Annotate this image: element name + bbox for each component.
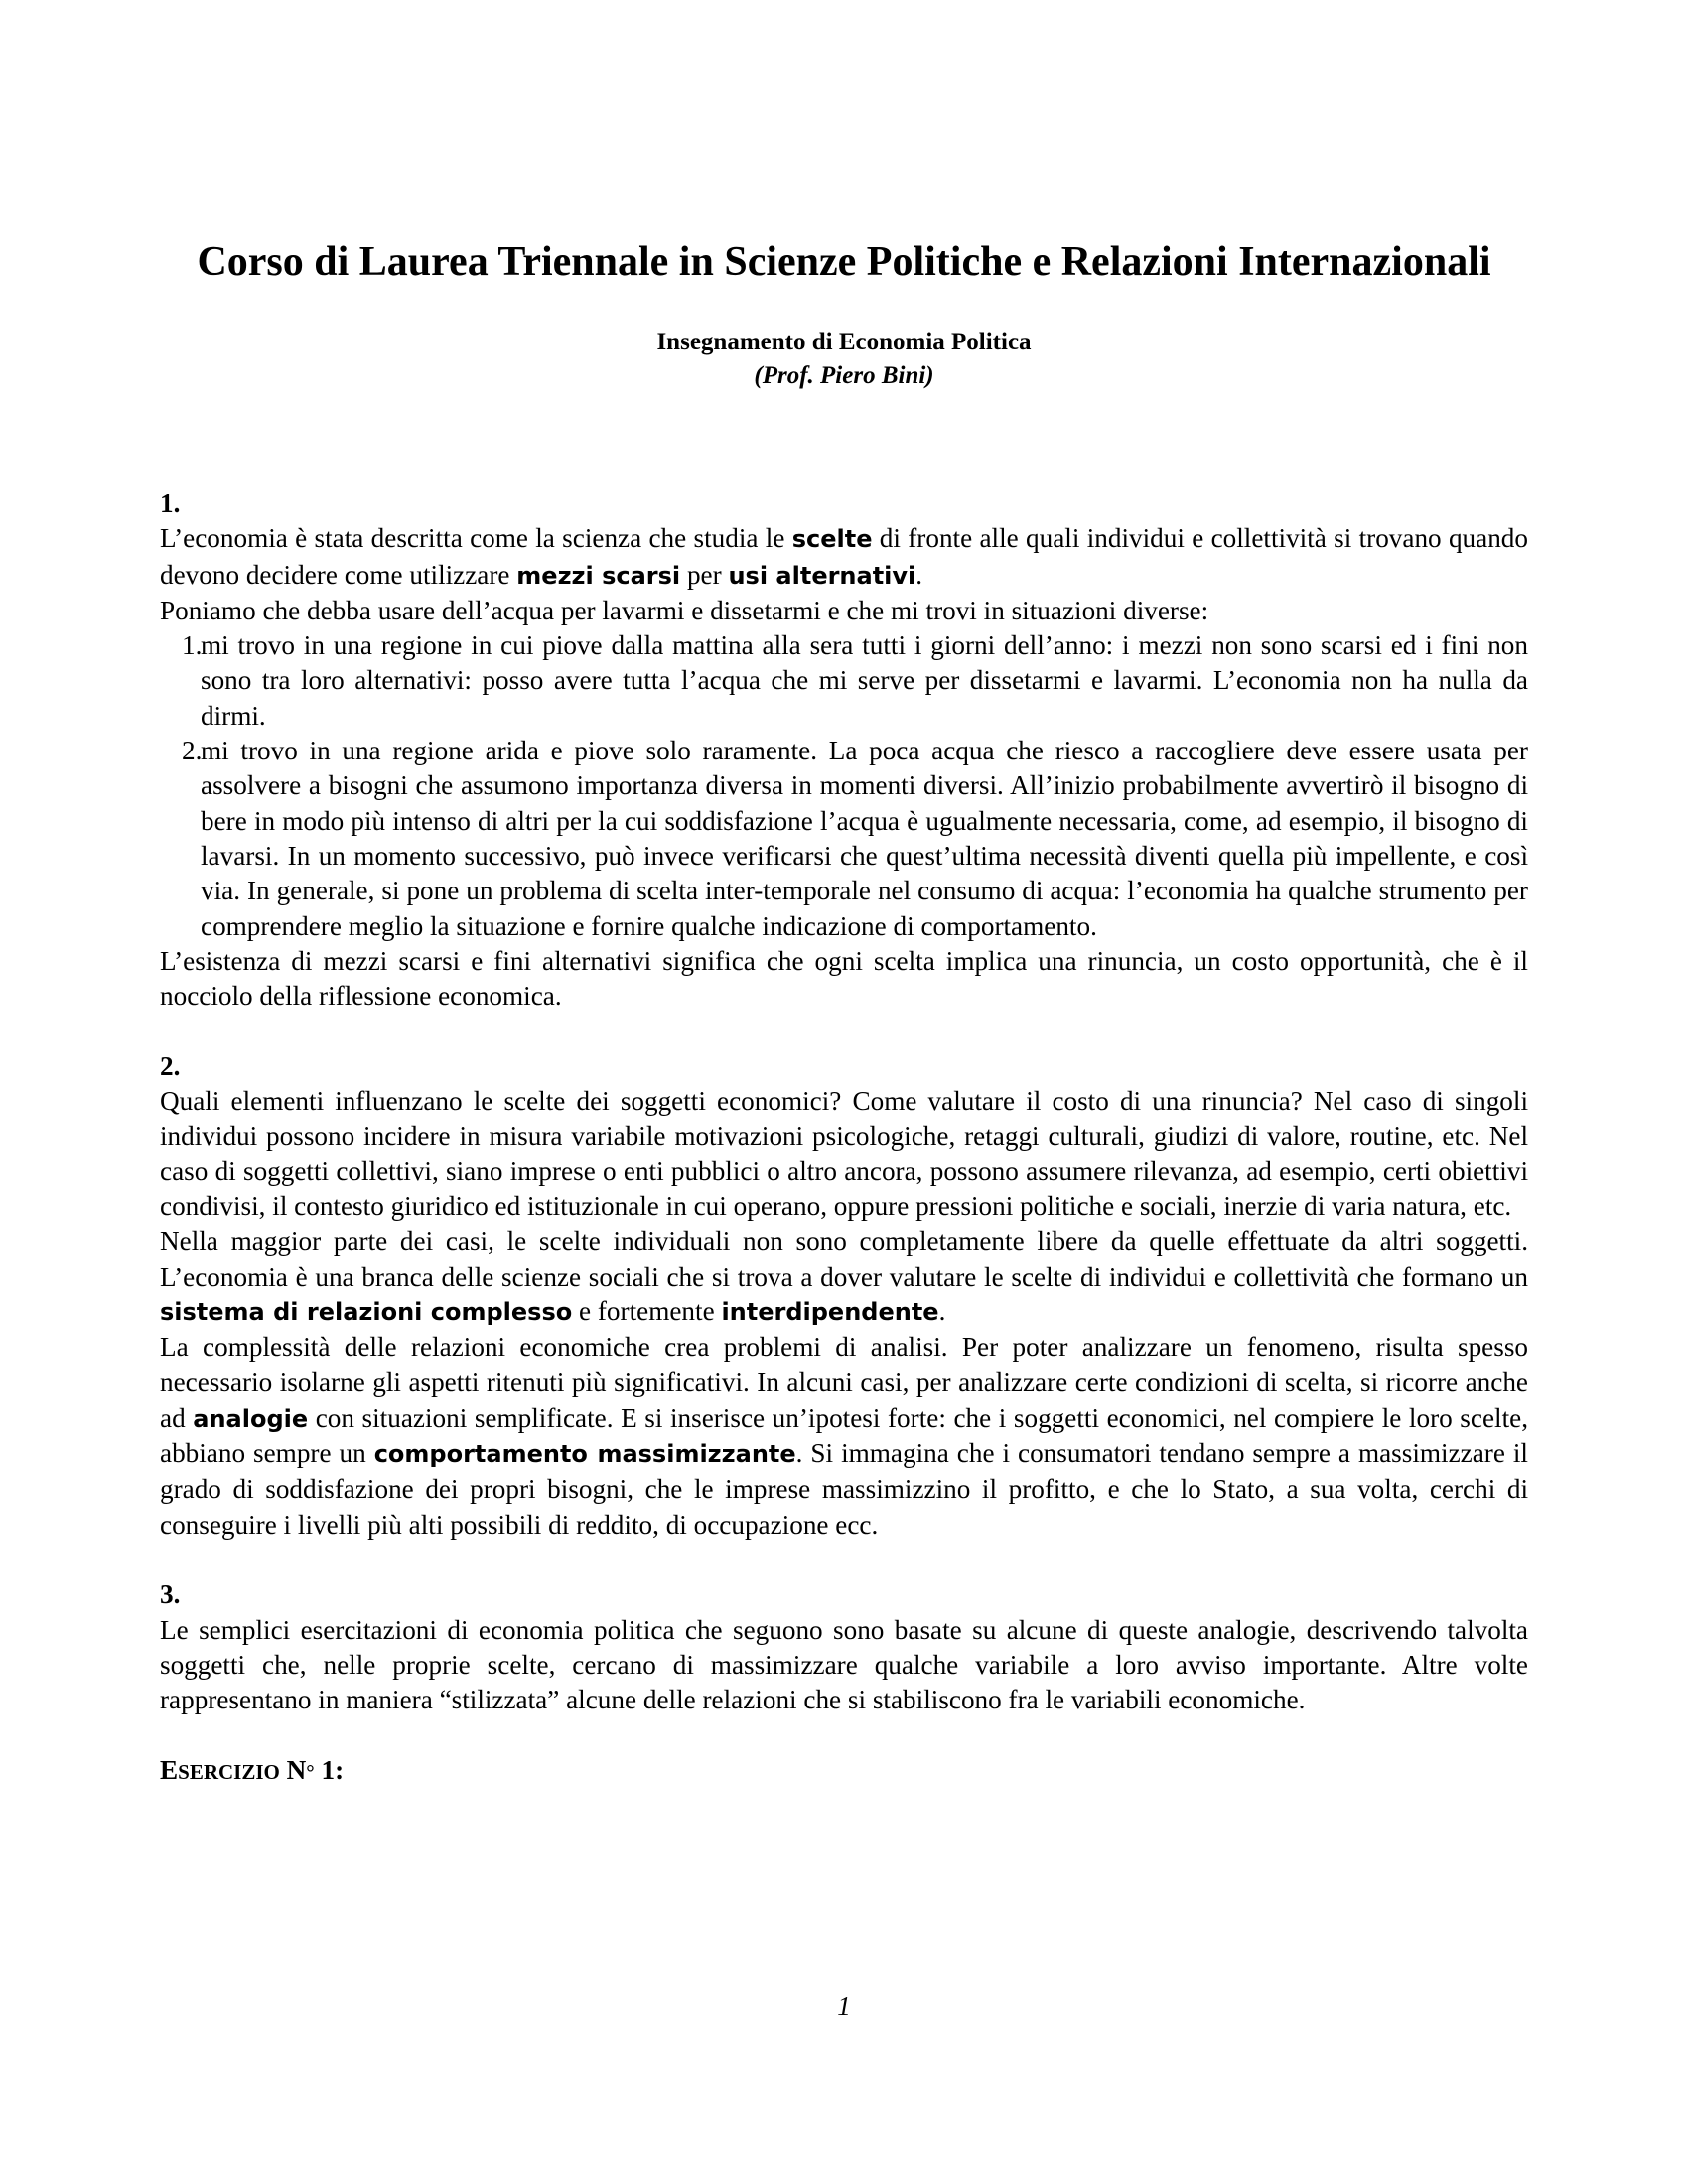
list-item bbox=[160, 628, 1528, 734]
section-2-paragraph-2: Nella maggior parte dei casi, le scelte individuali non sono completamente libere da quelle effettuate da altri soggetti. L’economia è una branca delle scienze sociali che si trova a dover valutare le scelte di individui e collettività che formano un sistema di relazioni complesso e fortemente interdipendente. bbox=[160, 1226, 1528, 1326]
list-item-text: mi trovo in una regione arida e piove solo raramente. La poca acqua che riesco a raccogliere deve essere usata per assolvere a bisogni che assumono importanza diversa in momenti diversi. All’inizio probabilmente avvertirò il bisogno di bere in modo più intenso di altri per la cui soddisfazione l’acqua è ugualmente necessaria, come, ad esempio, il bisogno di lavarsi. In un momento successivo, può invece verificarsi che quest’ultima necessità diventi quella più impellente, e così via. In generale, si pone un problema di scelta inter-temporale nel consumo di acqua: l’economia ha qualche strumento per comprendere meglio la situazione e fornire qualche indicazione di comportamento. bbox=[201, 736, 1528, 941]
keyword-comportamento-massimizzante: comportamento massimizzante bbox=[373, 1440, 796, 1469]
keyword-scelte: scelte bbox=[791, 525, 873, 554]
section-1-paragraph-2: Poniamo che debba usare dell’acqua per lavarmi e dissetarmi e che mi trovi in situazioni diverse: bbox=[160, 595, 1209, 625]
keyword-usi-alternativi: usi alternativi bbox=[728, 561, 916, 590]
scenario-list bbox=[160, 628, 1528, 944]
keyword-mezzi-scarsi: mezzi scarsi bbox=[516, 561, 681, 590]
document-title: Corso di Laurea Triennale in Scienze Politiche e Relazioni Internazionali bbox=[197, 239, 1491, 285]
keyword-interdipendente: interdipendente bbox=[721, 1297, 939, 1326]
section-1-number: 1. bbox=[160, 488, 181, 518]
professor-name: (Prof. Piero Bini) bbox=[754, 362, 934, 389]
section-1-paragraph-1: L’economia è stata descritta come la scienza che studia le scelte di fronte alle quali individui e collettività si trovano quando devono decidere come utilizzare mezzi scarsi per usi alternativi. bbox=[160, 523, 1528, 590]
list-marker: 1. bbox=[182, 630, 203, 661]
list-marker: 2. bbox=[182, 736, 203, 766]
section-1-paragraph-3: L’esistenza di mezzi scarsi e fini alternativi significa che ogni scelta implica una rinuncia, un costo opportunità, che è il nocciolo della riflessione economica. bbox=[160, 945, 1528, 1012]
section-2-paragraph-3: La complessità delle relazioni economiche crea problemi di analisi. Per poter analizzare un fenomeno, risulta spesso necessario isolarne gli aspetti ritenuti più significativi. In alcuni casi, per analizzare certe condizioni di scelta, si ricorre anche ad analogie con situazioni semplificate. E si inserisce un’ipotesi forte: che i soggetti economici, nel compiere le loro scelte, abbiano sempre un comportamento massimizzante. Si immagina che i consumatori tendano sempre a massimizzare il grado di soddisfazione dei propri bisogni, che le imprese massimizzino il profitto, e che lo Stato, a sua volta, cerchi di conseguire i livelli più alti possibili di reddito, di occupazione ecc. bbox=[160, 1332, 1528, 1540]
section-3-number: 3. bbox=[160, 1579, 181, 1610]
section-2-number: 2. bbox=[160, 1050, 181, 1081]
section-3-paragraph-1: Le semplici esercitazioni di economia politica che seguono sono basate su alcune di queste analogie, descrivendo talvolta soggetti che, nelle proprie scelte, cercano di massimizzare qualche variabile a loro avviso importante. Altre volte rappresentano in maniera “stilizzata” alcune delle relazioni che si stabiliscono fra le variabili economiche. bbox=[160, 1614, 1528, 1715]
keyword-sistema-relazioni: sistema di relazioni complesso bbox=[160, 1297, 573, 1326]
list-item bbox=[160, 734, 1528, 944]
document-body bbox=[160, 486, 1528, 1790]
keyword-analogie: analogie bbox=[193, 1404, 309, 1433]
section-2-paragraph-1: Quali elementi influenzano le scelte dei soggetti economici? Come valutare il costo di una rinuncia? Nel caso di singoli individui possono incidere in misura variabile motivazioni psicologiche, retaggi culturali, giudizi di valore, routine, etc. Nel caso di soggetti collettivi, siano imprese o enti pubblici o altro ancora, possono assumere rilevanza, ad esempio, certi obiettivi condivisi, il contesto giuridico ed istituzionale in cui operano, oppure pressioni politiche e sociali, inerzie di varia natura, etc. bbox=[160, 1086, 1528, 1221]
course-subtitle: Insegnamento di Economia Politica bbox=[656, 329, 1032, 355]
page-number: 1 bbox=[837, 1991, 851, 2021]
exercise-heading: ESERCIZIO N° 1: bbox=[160, 1754, 345, 1785]
list-item-text: mi trovo in una regione in cui piove dalla mattina alla sera tutti i giorni dell’anno: i mezzi non sono scarsi ed i fini non sono tra loro alternativi: posso avere tutta l’acqua che mi serve per dissetarmi e lavarmi. L’economia non ha nulla da dirmi. bbox=[201, 630, 1528, 731]
